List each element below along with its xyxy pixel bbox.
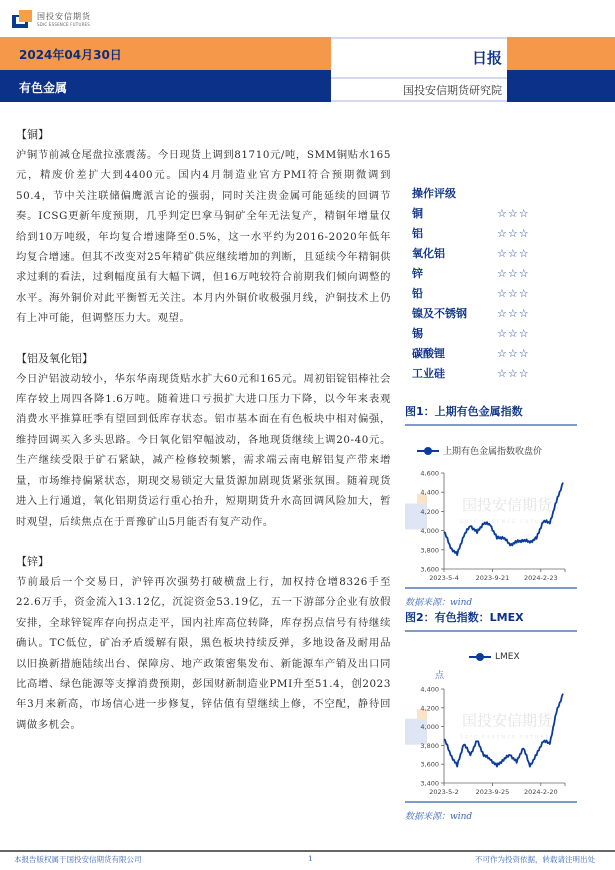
report-date: 2024年04月30日 — [19, 48, 122, 62]
line-chart — [405, 683, 577, 801]
section-body: 今日沪铝波动较小，华东华南现货贴水扩大60元和165元。周初铝锭铝棒社会库存较上周四各降1.6万吨。随着进口亏损扩大进口压力下降，以今年来表观消费水平推算旺季有望回到低库存状态。铝市基本面在有色板块中相对偏强，维持回调买入多头思路。今日氧化铝窄幅波动，各地现货继续上调20-40元。生产继续受限于矿石紧缺，减产检修较频繁，需求端云南电解铝复产带来增量，市场维持偏紧状态，期现交易锁定大量货源加剧现货紧张氛围。随着现货进入上行通道，氧化铝期货运行重心抬升，短期期货升水高回调风险加大，暂时观望，后续焦点在于晋豫矿山5月能否有复产动作。 — [16, 372, 391, 528]
star-rating-icon: ☆☆☆ — [497, 367, 530, 380]
company-logo — [12, 9, 91, 29]
rating-row — [412, 224, 607, 244]
svg-text:2023-9-25: 2023-9-25 — [475, 788, 510, 796]
star-rating-icon: ☆☆☆ — [497, 347, 530, 360]
rating-row — [412, 344, 607, 364]
section-zinc — [16, 552, 391, 735]
rating-name: 碳酸锂 — [412, 347, 445, 360]
institute-name: 国投安信期货研究院 — [403, 84, 502, 97]
chart-legend — [417, 444, 577, 457]
figure-lmex-index — [405, 606, 577, 822]
footer-copyright: 本报告版权属于国投安信期货有限公司 — [14, 855, 142, 864]
legend-label: 上期有色金属指数收盘价 — [443, 447, 543, 457]
report-sector: 有色金属 — [19, 81, 68, 95]
svg-text:SDIC ESSENCE FUTURES: SDIC ESSENCE FUTURES — [460, 735, 556, 741]
legend-marker-icon — [417, 446, 439, 456]
rating-row — [412, 304, 607, 324]
rating-row — [412, 244, 607, 264]
svg-text:2023-5-4: 2023-5-4 — [429, 574, 459, 582]
svg-text:2023-9-21: 2023-9-21 — [475, 574, 510, 582]
star-rating-icon: ☆☆☆ — [497, 267, 530, 280]
logo-en-text: SDIC ESSENCE FUTURES — [37, 21, 91, 27]
line-chart — [405, 467, 577, 587]
rating-name: 锡 — [412, 327, 423, 340]
figure-title: 图2：有色指数：LMEX — [405, 606, 577, 632]
svg-text:3,800: 3,800 — [420, 546, 439, 555]
logo-cn-text: 国投安信期货 — [37, 11, 91, 21]
svg-text:3,600: 3,600 — [420, 565, 439, 574]
rating-row — [412, 264, 607, 284]
svg-text:4,000: 4,000 — [420, 723, 439, 732]
figure-shfe-nonferrous-index — [405, 400, 577, 608]
rating-name: 镍及不锈钢 — [412, 307, 467, 320]
svg-text:3,400: 3,400 — [420, 779, 439, 788]
figure-title: 图1：上期有色金属指数 — [405, 400, 577, 426]
star-rating-icon: ☆☆☆ — [497, 307, 530, 320]
ratings-header: 操作评级 — [412, 187, 456, 200]
footer-disclaimer: 不可作为投资依据，转载请注明出处 — [475, 855, 595, 864]
section-copper — [16, 125, 391, 329]
svg-text:SDIC ESSENCE FUTURES: SDIC ESSENCE FUTURES — [460, 520, 556, 526]
rating-row — [412, 364, 607, 384]
legend-label: LMEX — [495, 652, 520, 662]
rating-name: 工业硅 — [412, 367, 445, 380]
star-rating-icon: ☆☆☆ — [497, 207, 530, 220]
svg-text:2023-5-2: 2023-5-2 — [429, 788, 459, 796]
section-title: 【铜】 — [16, 128, 49, 141]
svg-text:4,600: 4,600 — [420, 469, 439, 478]
rating-name: 氧化铝 — [412, 247, 445, 260]
rating-name: 铅 — [412, 287, 423, 300]
section-body: 沪铜节前减仓尾盘拉涨震荡。今日现货上调到81710元/吨，SMM铜贴水165元，精废价差扩大到4400元。国内4月制造业官方PMI符合预期微调到50.4，节中关注联储偏鹰派言论的强弱，同时关注贵金属可能延续的回调节奏。ICSG更新年度预期，几乎判定巴拿马铜矿全年无法复产，精铜年增量仅给到10万吨级，年均复合增速降至0.5%，这一水平约为2016-2020年低年均复合增速。但其不改变对25年精矿供应继续增加的判断，且延续今年精铜供求过剩的看法，过剩幅度虽有大幅下调，但16万吨较符合前期我们倾向调整的水平。海外铜价对此平衡暂无关注。本月内外铜价收极强月线，沪铜技术上仍有上冲可能，但调整压力大。观望。 — [16, 149, 391, 325]
star-rating-icon: ☆☆☆ — [497, 327, 530, 340]
rating-row — [412, 324, 607, 344]
chart-legend — [469, 652, 577, 662]
report-type: 日报 — [471, 49, 502, 67]
svg-text:国投安信期货: 国投安信期货 — [462, 711, 553, 730]
svg-text:2024-2-23: 2024-2-23 — [523, 574, 558, 582]
rating-row — [412, 284, 607, 304]
section-aluminum — [16, 349, 391, 532]
y-axis-unit: 点 — [435, 671, 445, 681]
data-source: 数据来源：wind — [405, 598, 473, 608]
section-title: 【铝及氧化铝】 — [16, 351, 93, 365]
page-number: 1 — [308, 854, 313, 863]
rating-name: 铜 — [412, 207, 423, 220]
svg-text:国投安信期货: 国投安信期货 — [462, 496, 553, 515]
star-rating-icon: ☆☆☆ — [497, 227, 530, 240]
rating-row — [412, 204, 607, 224]
commentary-column — [16, 125, 391, 755]
ratings-panel — [412, 120, 607, 384]
svg-text:3,800: 3,800 — [420, 741, 439, 750]
data-source: 数据来源：wind — [405, 812, 473, 822]
header-blue-band — [0, 70, 615, 102]
star-rating-icon: ☆☆☆ — [497, 287, 530, 300]
svg-text:4,400: 4,400 — [420, 685, 439, 694]
rating-name: 锌 — [412, 267, 423, 280]
svg-text:4,200: 4,200 — [420, 704, 439, 713]
svg-text:4,000: 4,000 — [420, 527, 439, 536]
svg-text:2024-2-20: 2024-2-20 — [523, 788, 558, 796]
svg-text:3,600: 3,600 — [420, 760, 439, 769]
legend-marker-icon — [469, 652, 491, 662]
star-rating-icon: ☆☆☆ — [497, 247, 530, 260]
section-body: 节前最后一个交易日，沪锌再次强势打破横盘上行，加权持仓增8326手至22.6万手，资金流入13.12亿，沉淀资金53.19亿，五一下游部分企业有放假安排，全球锌锭库存向拐点走平，国内社库高位转降，库存拐点信号有待继续确认。TC低位，矿冶矛盾缓解有限，黑色板块持续反弹，多地设备及耐用品以旧换新措施陆续出台、保障房、地产政策密集发布、新能源车产销及出口同比高增、绿色能源等支撑消费预期，彭国财新制造业PMI升至51.4，创2023年3月来新高，市场信心进一步修复，锌估值有望继续上修，不空配，静待回调做多机会。 — [16, 575, 391, 731]
svg-text:4,200: 4,200 — [420, 507, 439, 516]
svg-text:4,400: 4,400 — [420, 488, 439, 497]
footer-divider — [0, 850, 615, 852]
logo-mark-icon — [12, 10, 32, 28]
report-title-box — [331, 37, 507, 102]
rating-name: 铝 — [412, 227, 423, 240]
section-title: 【锌】 — [16, 554, 49, 568]
